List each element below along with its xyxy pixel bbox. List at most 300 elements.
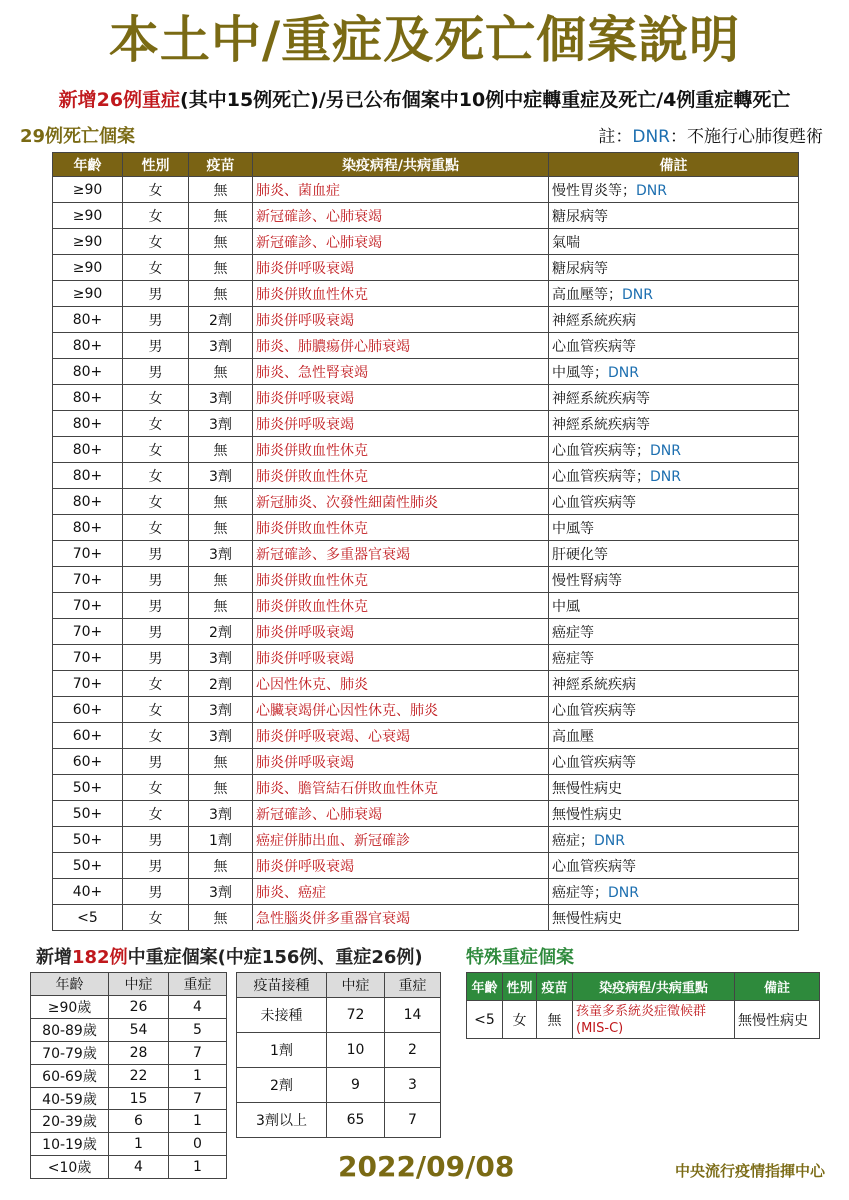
col-header: 年齡 xyxy=(53,153,123,177)
subtitle-rest: (其中15例死亡)/另已公布個案中10例中症轉重症及死亡/4例重症轉死亡 xyxy=(180,89,791,111)
table-row xyxy=(53,775,799,801)
vaccine-cell: 無 xyxy=(189,853,253,879)
dnr-tag: DNR xyxy=(608,364,639,381)
age-cell: 80+ xyxy=(53,411,123,437)
cause-cell: 肺炎、癌症 xyxy=(253,879,549,905)
age-cell: 80+ xyxy=(53,437,123,463)
deaths-table-header xyxy=(53,153,799,177)
sex-cell: 女 xyxy=(123,775,189,801)
sex-cell: 女 xyxy=(123,385,189,411)
table-row xyxy=(53,853,799,879)
age-cell: 70+ xyxy=(53,593,123,619)
remark-cell xyxy=(549,255,799,281)
page-title: 本土中/重症及死亡個案說明 xyxy=(108,11,741,69)
cause-cell: 肺炎併敗血性休克 xyxy=(253,463,549,489)
col-header: 中症 xyxy=(109,973,169,996)
remark-text: 癌症等 xyxy=(552,650,594,667)
age-cell: 80+ xyxy=(53,489,123,515)
remark-text: 神經系統疾病 xyxy=(552,676,636,693)
vaccine-cell: 3劑 xyxy=(189,541,253,567)
table-row xyxy=(53,879,799,905)
summary-heading-pre: 新增 xyxy=(36,947,72,968)
cause-cell: 心因性休克、肺炎 xyxy=(253,671,549,697)
sex-cell: 男 xyxy=(123,645,189,671)
remark-cell xyxy=(549,463,799,489)
table-row xyxy=(31,1018,227,1041)
vaccine-cell: 2劑 xyxy=(189,619,253,645)
col-header: 中症 xyxy=(327,973,385,998)
table-row xyxy=(53,671,799,697)
age-summary-table xyxy=(30,972,227,1179)
cause-cell: 肺炎併敗血性休克 xyxy=(253,593,549,619)
col-header: 年齡 xyxy=(31,973,109,996)
sex-cell: 男 xyxy=(123,281,189,307)
table-row xyxy=(53,645,799,671)
sex-cell: 男 xyxy=(123,853,189,879)
dnr-tag: DNR xyxy=(650,442,681,459)
remark-cell xyxy=(549,749,799,775)
report-date: 2022/09/08 xyxy=(338,1150,515,1183)
sex-cell: 男 xyxy=(123,749,189,775)
row-label-cell: 1劑 xyxy=(237,1033,327,1068)
value-cell: 10 xyxy=(327,1033,385,1068)
remark-cell xyxy=(549,359,799,385)
table-row xyxy=(237,998,441,1033)
age-cell: 80+ xyxy=(53,307,123,333)
remark-cell xyxy=(549,697,799,723)
vaccine-cell: 無 xyxy=(189,203,253,229)
age-cell: ≥90 xyxy=(53,255,123,281)
sex-cell: 男 xyxy=(123,619,189,645)
special-heading: 特殊重症個案 xyxy=(466,947,574,968)
table-row xyxy=(53,697,799,723)
cause-cell: 急性腦炎併多重器官衰竭 xyxy=(253,905,549,931)
table-row xyxy=(53,827,799,853)
sex-cell: 男 xyxy=(123,307,189,333)
table-row xyxy=(237,1068,441,1103)
vaccine-cell: 3劑 xyxy=(189,723,253,749)
sex-cell: 男 xyxy=(123,593,189,619)
remark-cell xyxy=(549,619,799,645)
remark-text: 心血管疾病等 xyxy=(552,754,636,771)
remark-cell xyxy=(549,567,799,593)
col-header: 備註 xyxy=(549,153,799,177)
value-cell: 1 xyxy=(109,1133,169,1156)
sex-cell: 女 xyxy=(123,229,189,255)
age-cell: 80+ xyxy=(53,333,123,359)
cause-cell: 新冠肺炎、次發性細菌性肺炎 xyxy=(253,489,549,515)
vaccine-cell: 無 xyxy=(189,593,253,619)
vaccine-cell: 無 xyxy=(189,177,253,203)
col-header: 備註 xyxy=(735,973,820,1001)
remark-cell xyxy=(549,827,799,853)
row-label-cell: 10-19歲 xyxy=(31,1133,109,1156)
vaccine-cell: 無 xyxy=(189,749,253,775)
remark-cell xyxy=(549,541,799,567)
cause-cell: 肺炎併呼吸衰竭 xyxy=(253,645,549,671)
remark-text: 慢性腎病等 xyxy=(552,572,622,589)
remark-cell xyxy=(549,411,799,437)
value-cell: 65 xyxy=(327,1103,385,1138)
value-cell: 7 xyxy=(385,1103,441,1138)
cause-cell: 肺炎併呼吸衰竭 xyxy=(253,307,549,333)
remark-text: 心血管疾病等； xyxy=(552,442,650,459)
table-row xyxy=(31,996,227,1019)
age-cell: ≥90 xyxy=(53,229,123,255)
col-header: 性別 xyxy=(503,973,537,1001)
value-cell: 0 xyxy=(169,1133,227,1156)
remark-cell xyxy=(549,671,799,697)
age-cell: 50+ xyxy=(53,801,123,827)
remark-text: 神經系統疾病等 xyxy=(552,416,650,433)
summary-heading-num: 182例 xyxy=(72,947,128,968)
age-cell: 40+ xyxy=(53,879,123,905)
age-cell: 70+ xyxy=(53,619,123,645)
table-row xyxy=(467,1001,820,1039)
remark-cell xyxy=(549,723,799,749)
cause-cell: 肺炎、急性腎衰竭 xyxy=(253,359,549,385)
sex-cell: 女 xyxy=(123,411,189,437)
age-cell: 60+ xyxy=(53,697,123,723)
table-row xyxy=(31,1156,227,1179)
sex-cell: 女 xyxy=(503,1001,537,1039)
table-row xyxy=(53,411,799,437)
cause-cell: 新冠確診、心肺衰竭 xyxy=(253,801,549,827)
remark-text: 癌症； xyxy=(552,832,594,849)
sex-cell: 女 xyxy=(123,515,189,541)
table-row xyxy=(53,541,799,567)
dnr-note xyxy=(598,122,823,147)
sex-cell: 女 xyxy=(123,489,189,515)
remark-cell xyxy=(549,437,799,463)
cause-cell: 肺炎併呼吸衰竭 xyxy=(253,853,549,879)
remark-cell xyxy=(549,203,799,229)
remark-text: 無慢性病史 xyxy=(552,780,622,797)
vaccine-cell: 無 xyxy=(189,905,253,931)
value-cell: 22 xyxy=(109,1064,169,1087)
cause-cell: 肺炎併呼吸衰竭 xyxy=(253,619,549,645)
cause-cell: 肺炎併呼吸衰竭 xyxy=(253,749,549,775)
cause-cell: 肺炎併呼吸衰竭、心衰竭 xyxy=(253,723,549,749)
cause-cell: 肺炎、肺膿瘍併心肺衰竭 xyxy=(253,333,549,359)
deaths-table xyxy=(52,152,799,931)
sex-cell: 男 xyxy=(123,879,189,905)
vaccine-cell: 1劑 xyxy=(189,827,253,853)
table-row xyxy=(53,489,799,515)
cause-cell: 肺炎併呼吸衰竭 xyxy=(253,255,549,281)
vaccine-cell: 無 xyxy=(189,359,253,385)
vaccine-cell: 3劑 xyxy=(189,645,253,671)
cause-cell: 肺炎併呼吸衰竭 xyxy=(253,411,549,437)
value-cell: 28 xyxy=(109,1041,169,1064)
remark-text: 肝硬化等 xyxy=(552,546,608,563)
vaccine-cell: 無 xyxy=(537,1001,573,1039)
remark-text: 中風 xyxy=(552,598,580,615)
sex-cell: 女 xyxy=(123,801,189,827)
table-row xyxy=(53,437,799,463)
vaccine-cell: 無 xyxy=(189,255,253,281)
table-row xyxy=(53,619,799,645)
remark-text: 高血壓 xyxy=(552,728,594,745)
vaccine-cell: 3劑 xyxy=(189,801,253,827)
value-cell: 7 xyxy=(169,1041,227,1064)
row-label-cell: 80-89歲 xyxy=(31,1018,109,1041)
vaccine-cell: 3劑 xyxy=(189,411,253,437)
remark-text: 心血管疾病等 xyxy=(552,858,636,875)
row-label-cell: 未接種 xyxy=(237,998,327,1033)
note-label: 註： xyxy=(598,127,633,147)
summary-heading-post: 中重症個案(中症156例、重症26例) xyxy=(127,947,423,968)
remark-cell xyxy=(549,385,799,411)
special-case-table xyxy=(466,972,820,1039)
age-cell: ≥90 xyxy=(53,281,123,307)
col-header: 疫苗 xyxy=(537,973,573,1001)
subtitle-highlight: 新增26例重症 xyxy=(58,89,181,111)
sex-cell: 女 xyxy=(123,905,189,931)
note-abbr: DNR xyxy=(632,127,670,147)
row-label-cell: 60-69歲 xyxy=(31,1064,109,1087)
remark-text: 中風等 xyxy=(552,520,594,537)
remark-cell: 無慢性病史 xyxy=(735,1001,820,1039)
remark-text: 高血壓等； xyxy=(552,286,622,303)
table-row xyxy=(53,385,799,411)
remark-text: 氣喘 xyxy=(552,234,580,251)
summary-heading xyxy=(36,943,423,969)
sex-cell: 男 xyxy=(123,827,189,853)
dnr-tag: DNR xyxy=(650,468,681,485)
table-row xyxy=(237,1103,441,1138)
age-cell: ≥90 xyxy=(53,177,123,203)
table-row xyxy=(53,281,799,307)
table-row xyxy=(53,359,799,385)
table-row xyxy=(31,1064,227,1087)
remark-text: 無慢性病史 xyxy=(552,910,622,927)
table-row xyxy=(53,801,799,827)
vaccine-cell: 3劑 xyxy=(189,697,253,723)
remark-cell xyxy=(549,645,799,671)
remark-text: 中風等； xyxy=(552,364,608,381)
age-cell: 80+ xyxy=(53,515,123,541)
value-cell: 14 xyxy=(385,998,441,1033)
dnr-tag: DNR xyxy=(636,182,667,199)
remark-cell xyxy=(549,853,799,879)
col-header: 年齡 xyxy=(467,973,503,1001)
remark-cell xyxy=(549,801,799,827)
age-cell: 60+ xyxy=(53,723,123,749)
remark-cell xyxy=(549,489,799,515)
vaccine-cell: 3劑 xyxy=(189,333,253,359)
organization-name: 中央流行疫情指揮中心 xyxy=(674,1162,825,1180)
sex-cell: 女 xyxy=(123,255,189,281)
remark-text: 心血管疾病等 xyxy=(552,494,636,511)
age-cell: 70+ xyxy=(53,671,123,697)
remark-text: 糖尿病等 xyxy=(552,260,608,277)
vaccine-cell: 無 xyxy=(189,437,253,463)
remark-text: 癌症等 xyxy=(552,624,594,641)
value-cell: 2 xyxy=(385,1033,441,1068)
table-row xyxy=(53,749,799,775)
col-header: 疫苗接種 xyxy=(237,973,327,998)
table-row xyxy=(53,463,799,489)
table-row xyxy=(53,307,799,333)
vaccine-cell: 無 xyxy=(189,281,253,307)
sex-cell: 女 xyxy=(123,671,189,697)
page-subtitle xyxy=(0,86,849,114)
row-label-cell: 70-79歲 xyxy=(31,1041,109,1064)
vaccine-cell: 3劑 xyxy=(189,463,253,489)
remark-text: 心血管疾病等 xyxy=(552,338,636,355)
table-row xyxy=(31,1110,227,1133)
col-header: 染疫病程/共病重點 xyxy=(573,973,735,1001)
remark-text: 慢性胃炎等； xyxy=(552,182,636,199)
cause-cell: 新冠確診、多重器官衰竭 xyxy=(253,541,549,567)
value-cell: 26 xyxy=(109,996,169,1019)
col-header: 疫苗 xyxy=(189,153,253,177)
sex-cell: 女 xyxy=(123,177,189,203)
row-label-cell: 20-39歲 xyxy=(31,1110,109,1133)
note-text: ：不施行心肺復甦術 xyxy=(670,127,823,147)
remark-text: 糖尿病等 xyxy=(552,208,608,225)
vaccine-summary-table xyxy=(236,972,441,1138)
col-header: 重症 xyxy=(169,973,227,996)
table-row xyxy=(31,1041,227,1064)
remark-text: 心血管疾病等； xyxy=(552,468,650,485)
remark-cell xyxy=(549,281,799,307)
dnr-tag: DNR xyxy=(608,884,639,901)
age-cell: 70+ xyxy=(53,541,123,567)
vaccine-cell: 2劑 xyxy=(189,671,253,697)
col-header: 重症 xyxy=(385,973,441,998)
age-cell: 70+ xyxy=(53,645,123,671)
row-label-cell: <10歲 xyxy=(31,1156,109,1179)
sex-cell: 男 xyxy=(123,333,189,359)
table-row xyxy=(53,905,799,931)
value-cell: 1 xyxy=(169,1110,227,1133)
table-row xyxy=(53,255,799,281)
age-cell: 80+ xyxy=(53,359,123,385)
remark-cell xyxy=(549,177,799,203)
table-row xyxy=(31,1133,227,1156)
age-cell: ≥90 xyxy=(53,203,123,229)
value-cell: 7 xyxy=(169,1087,227,1110)
cause-cell: 肺炎、菌血症 xyxy=(253,177,549,203)
remark-cell xyxy=(549,515,799,541)
sex-cell: 女 xyxy=(123,723,189,749)
sex-cell: 女 xyxy=(123,463,189,489)
sex-cell: 男 xyxy=(123,541,189,567)
age-cell: 70+ xyxy=(53,567,123,593)
age-cell: 80+ xyxy=(53,463,123,489)
vaccine-cell: 2劑 xyxy=(189,307,253,333)
remark-cell xyxy=(549,307,799,333)
remark-cell xyxy=(549,905,799,931)
cause-cell: 癌症併肺出血、新冠確診 xyxy=(253,827,549,853)
cause-cell: 新冠確診、心肺衰竭 xyxy=(253,229,549,255)
table-row xyxy=(237,1033,441,1068)
cause-cell: 肺炎併敗血性休克 xyxy=(253,567,549,593)
cause-cell: 肺炎併敗血性休克 xyxy=(253,437,549,463)
age-cell: 50+ xyxy=(53,853,123,879)
remark-text: 無慢性病史 xyxy=(552,806,622,823)
value-cell: 4 xyxy=(109,1156,169,1179)
vaccine-cell: 3劑 xyxy=(189,385,253,411)
age-cell: <5 xyxy=(53,905,123,931)
value-cell: 1 xyxy=(169,1064,227,1087)
value-cell: 1 xyxy=(169,1156,227,1179)
row-label-cell: ≥90歲 xyxy=(31,996,109,1019)
sex-cell: 男 xyxy=(123,359,189,385)
table-row xyxy=(53,333,799,359)
table-row xyxy=(31,1087,227,1110)
cause-cell: 肺炎併呼吸衰竭 xyxy=(253,385,549,411)
table-row xyxy=(53,229,799,255)
table-row xyxy=(53,177,799,203)
remark-cell xyxy=(549,775,799,801)
col-header: 性別 xyxy=(123,153,189,177)
deaths-section-title: 29例死亡個案 xyxy=(20,126,136,147)
vaccine-cell: 3劑 xyxy=(189,879,253,905)
table-row xyxy=(53,567,799,593)
table-row xyxy=(53,515,799,541)
remark-cell xyxy=(549,593,799,619)
sex-cell: 男 xyxy=(123,567,189,593)
value-cell: 72 xyxy=(327,998,385,1033)
cause-cell: 新冠確診、心肺衰竭 xyxy=(253,203,549,229)
value-cell: 9 xyxy=(327,1068,385,1103)
vaccine-cell: 無 xyxy=(189,567,253,593)
vaccine-cell: 無 xyxy=(189,489,253,515)
cause-cell: 心臟衰竭併心因性休克、肺炎 xyxy=(253,697,549,723)
remark-cell xyxy=(549,333,799,359)
row-label-cell: 2劑 xyxy=(237,1068,327,1103)
sex-cell: 女 xyxy=(123,203,189,229)
value-cell: 54 xyxy=(109,1018,169,1041)
vaccine-cell: 無 xyxy=(189,229,253,255)
cause-cell: 肺炎併敗血性休克 xyxy=(253,515,549,541)
age-cell: 50+ xyxy=(53,775,123,801)
remark-cell xyxy=(549,879,799,905)
row-label-cell: 40-59歲 xyxy=(31,1087,109,1110)
cause-cell: 肺炎、膽管結石併敗血性休克 xyxy=(253,775,549,801)
table-row xyxy=(53,593,799,619)
value-cell: 4 xyxy=(169,996,227,1019)
remark-text: 心血管疾病等 xyxy=(552,702,636,719)
age-cell: 80+ xyxy=(53,385,123,411)
table-row xyxy=(53,723,799,749)
cause-cell: 肺炎併敗血性休克 xyxy=(253,281,549,307)
sex-cell: 女 xyxy=(123,697,189,723)
remark-text: 癌症等； xyxy=(552,884,608,901)
remark-cell xyxy=(549,229,799,255)
vaccine-cell: 無 xyxy=(189,775,253,801)
age-cell: 50+ xyxy=(53,827,123,853)
dnr-tag: DNR xyxy=(594,832,625,849)
value-cell: 15 xyxy=(109,1087,169,1110)
value-cell: 3 xyxy=(385,1068,441,1103)
value-cell: 5 xyxy=(169,1018,227,1041)
sex-cell: 女 xyxy=(123,437,189,463)
cause-cell: 孩童多系統炎症徵候群(MIS-C) xyxy=(573,1001,735,1039)
age-cell: <5 xyxy=(467,1001,503,1039)
vaccine-cell: 無 xyxy=(189,515,253,541)
col-header: 染疫病程/共病重點 xyxy=(253,153,549,177)
remark-text: 神經系統疾病 xyxy=(552,312,636,329)
value-cell: 6 xyxy=(109,1110,169,1133)
dnr-tag: DNR xyxy=(622,286,653,303)
table-row xyxy=(53,203,799,229)
age-cell: 60+ xyxy=(53,749,123,775)
row-label-cell: 3劑以上 xyxy=(237,1103,327,1138)
